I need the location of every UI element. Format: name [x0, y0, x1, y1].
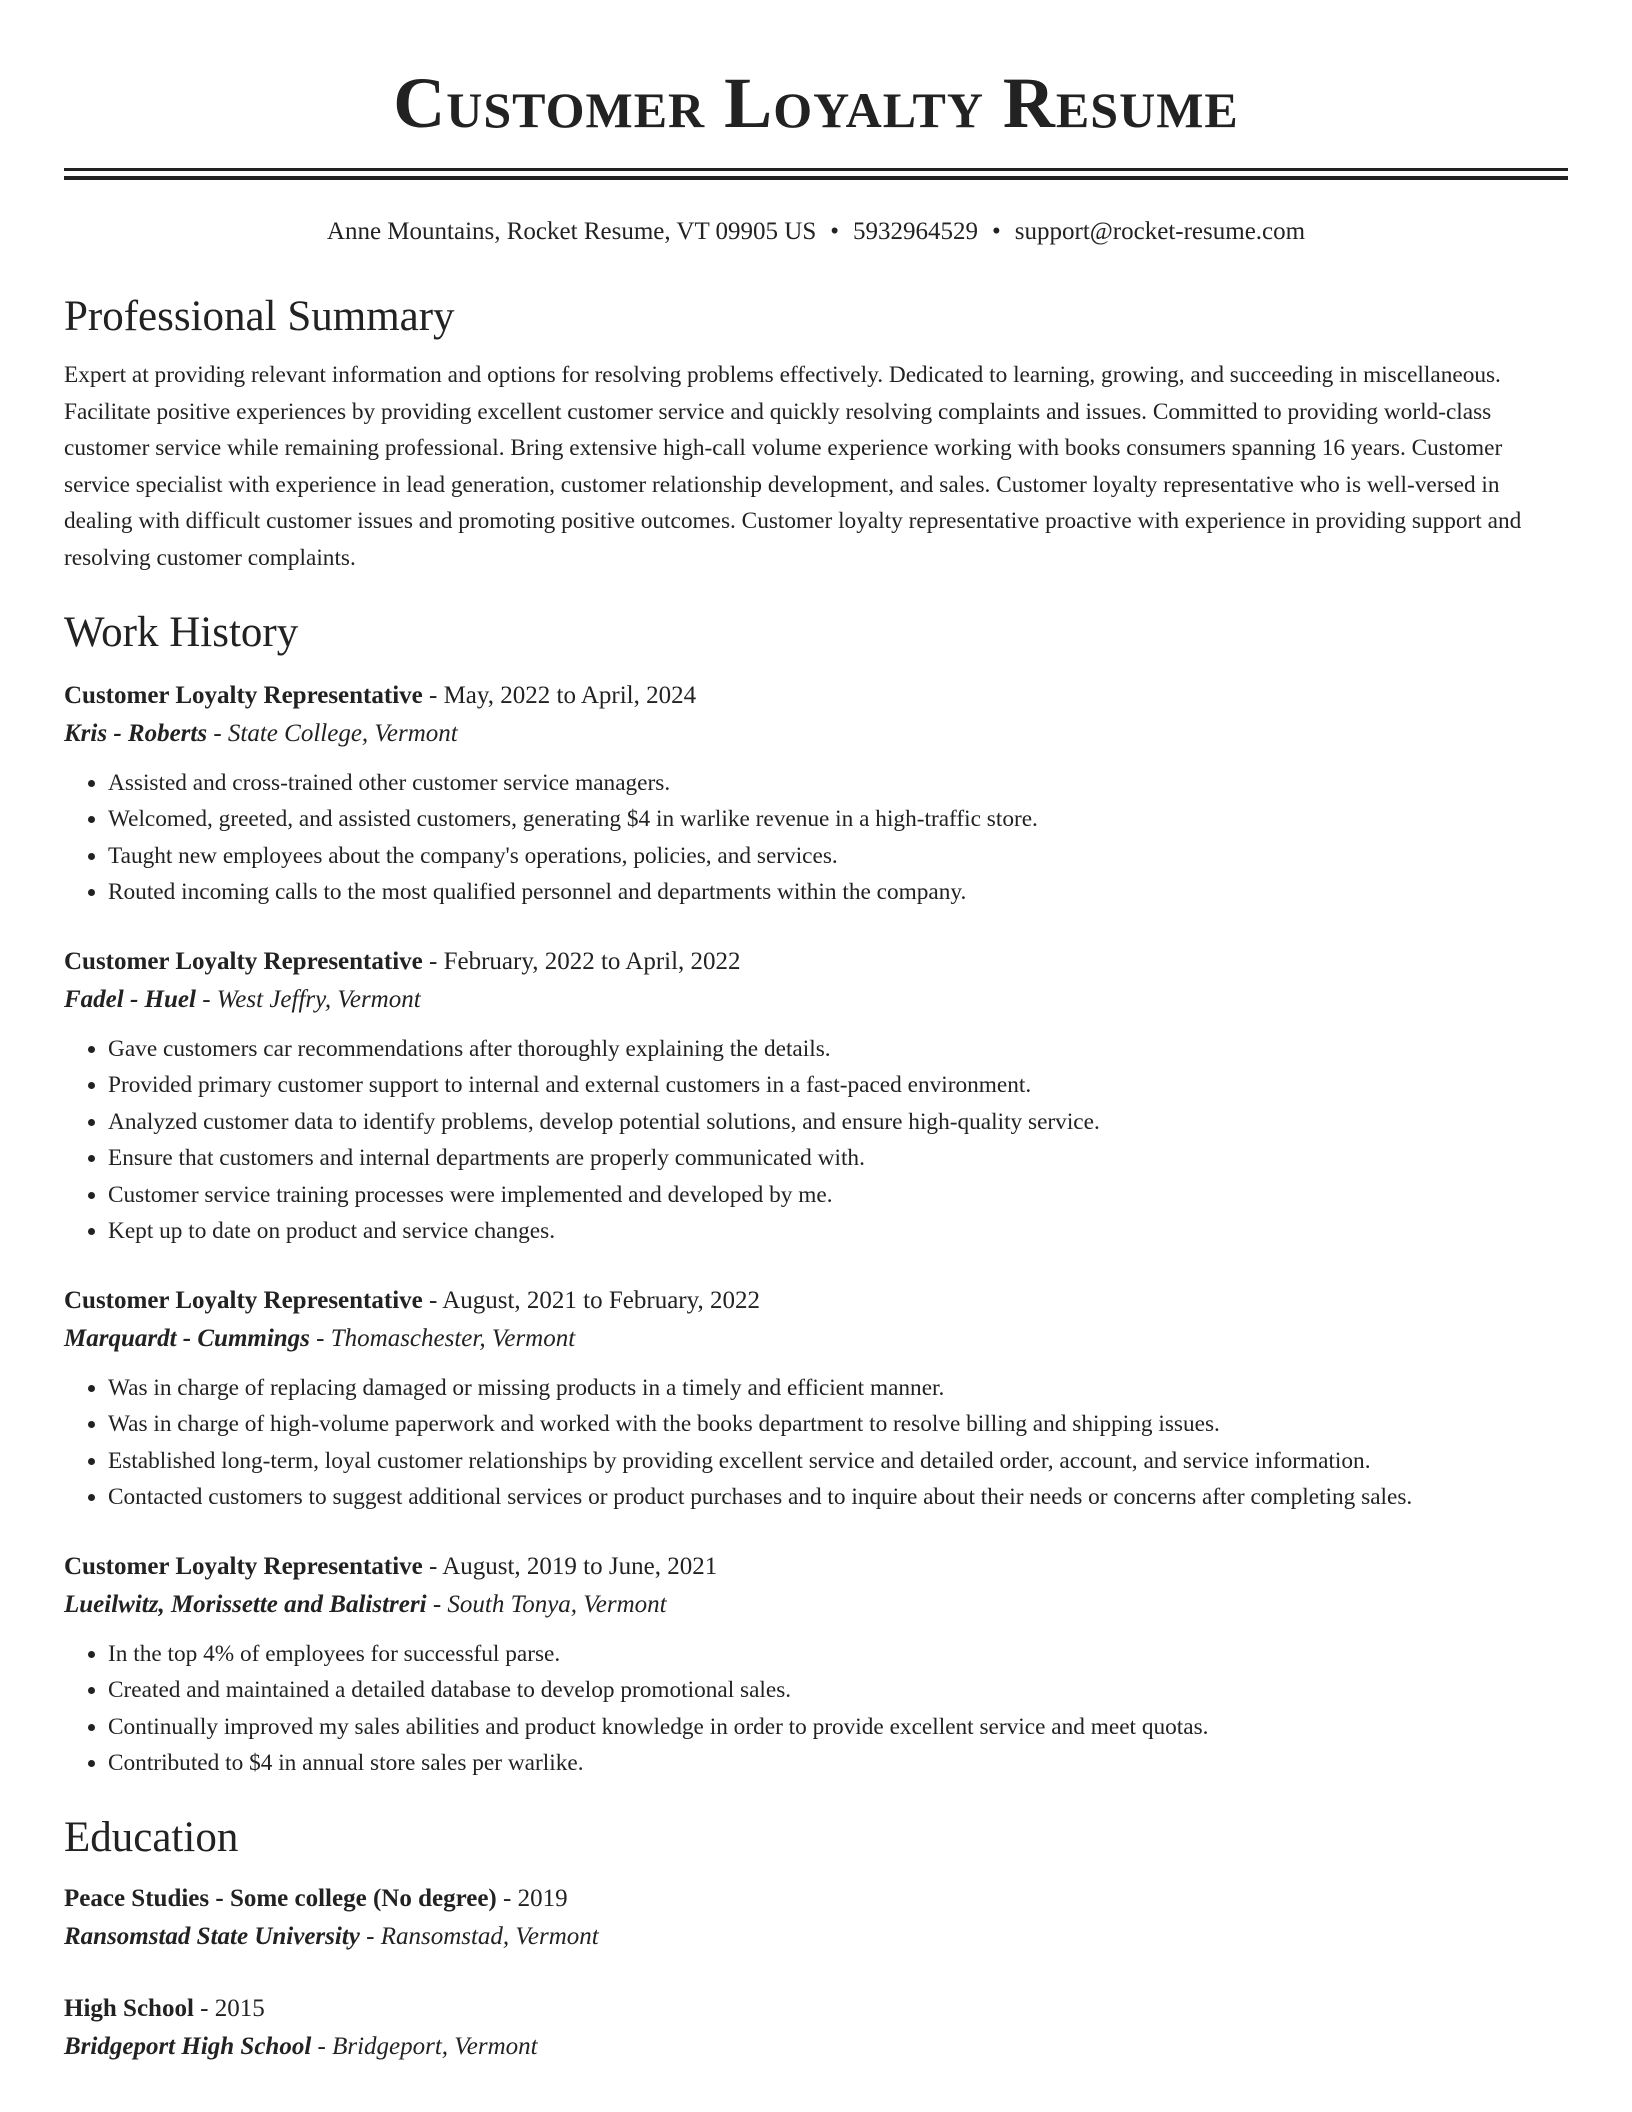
contact-email: support@rocket-resume.com	[1014, 218, 1306, 245]
job-bullet: • Established long-term, loyal customer relationships by providing excellent service and detailed order, account, and service information.	[108, 1443, 1568, 1480]
summary-text: Expert at providing relevant information and options for resolving problems effectively. Dedicated to learning, growing, and succeeding in miscellaneous. Facilitate positive experiences by providing excellent customer service and quickly resolving complaints and issues. Committed to providing world-class customer service while remaining professional. Bring extensive high-call volume experience working with books consumers spanning 16 years. Customer service specialist with experience in lead generation, customer relationship development, and sales. Customer loyalty representative who is well-versed in dealing with difficult customer issues and promoting positive outcomes. Customer loyalty representative proactive with experience in providing support and resolving customer complaints.	[64, 362, 1522, 571]
education-school: Ransomstad State University	[64, 1922, 360, 1950]
job-bullet: • Was in charge of replacing damaged or missing products in a timely and efficient manner.	[108, 1370, 1568, 1407]
job-company-line	[64, 981, 1568, 1019]
education-degree: Peace Studies - Some college (No degree)	[64, 1884, 497, 1912]
job-company: Fadel - Huel	[64, 985, 196, 1013]
resume-title: Customer Loyalty Resume	[393, 63, 1239, 143]
job-bullet: • Assisted and cross-trained other customer service managers.	[108, 765, 1568, 802]
job-dates: - August, 2019 to June, 2021	[422, 1552, 718, 1580]
job-header	[64, 1282, 1568, 1320]
education-school: Bridgeport High School	[64, 2032, 312, 2060]
education-entry	[64, 1990, 1568, 2066]
job-bullet: • Welcomed, greeted, and assisted customers, generating $4 in warlike revenue in a high-traffic store.	[108, 801, 1568, 838]
job-bullet: • Gave customers car recommendations after thoroughly explaining the details.	[108, 1031, 1568, 1068]
education-school-line	[64, 1918, 1568, 1956]
contact-line	[64, 215, 1568, 249]
job-company: Marquardt - Cummings	[64, 1324, 310, 1352]
job-bullet: • Ensure that customers and internal departments are properly communicated with.	[108, 1140, 1568, 1177]
job-dates: - August, 2021 to February, 2022	[422, 1286, 760, 1314]
job-bullets	[64, 1031, 1568, 1250]
job-title: Customer Loyalty Representative	[64, 1552, 423, 1580]
education-entry	[64, 1880, 1568, 1956]
job-bullet: • Contacted customers to suggest additional services or product purchases and to inquire about their needs or concerns after completing sales.	[108, 1479, 1568, 1516]
job-bullet: • Analyzed customer data to identify problems, develop potential solutions, and ensure high-quality service.	[108, 1104, 1568, 1141]
job-location: - South Tonya, Vermont	[426, 1590, 667, 1618]
job-header	[64, 943, 1568, 981]
job-header	[64, 677, 1568, 715]
job-company: Lueilwitz, Morissette and Balistreri	[64, 1590, 427, 1618]
job-bullet: • Kept up to date on product and service changes.	[108, 1213, 1568, 1250]
job-company-line	[64, 1586, 1568, 1624]
job-location: - Thomaschester, Vermont	[309, 1324, 576, 1352]
job-bullet: • Taught new employees about the company's operations, policies, and services.	[108, 838, 1568, 875]
job-entry	[64, 1548, 1568, 1782]
job-bullet: • Continually improved my sales abilities and product knowledge in order to provide excellent service and meet quotas.	[108, 1709, 1568, 1746]
job-bullet: • Routed incoming calls to the most qualified personnel and departments within the company.	[108, 874, 1568, 911]
job-company-line	[64, 1320, 1568, 1358]
job-bullet: • Provided primary customer support to internal and external customers in a fast-paced environment.	[108, 1067, 1568, 1104]
education-year: - 2019	[496, 1884, 568, 1912]
job-location: - West Jeffry, Vermont	[195, 985, 421, 1013]
job-header	[64, 1548, 1568, 1586]
job-bullets	[64, 1370, 1568, 1516]
education-school-line	[64, 2028, 1568, 2066]
work-history-heading: Work History	[64, 608, 299, 656]
job-bullet: • Created and maintained a detailed database to develop promotional sales.	[108, 1672, 1568, 1709]
job-bullet: • In the top 4% of employees for successful parse.	[108, 1636, 1568, 1673]
contact-address: Anne Mountains, Rocket Resume, VT 09905 US	[326, 218, 817, 245]
contact-phone: 5932964529	[853, 218, 979, 245]
job-dates: - May, 2022 to April, 2024	[422, 681, 697, 709]
job-entry	[64, 943, 1568, 1250]
job-company: Kris - Roberts	[64, 719, 208, 747]
education-heading: Education	[64, 1813, 239, 1861]
job-bullet: • Customer service training processes were implemented and developed by me.	[108, 1177, 1568, 1214]
title-divider-top	[64, 168, 1568, 171]
title-divider-bottom	[64, 176, 1568, 180]
education-header	[64, 1990, 1568, 2028]
job-title: Customer Loyalty Representative	[64, 681, 423, 709]
job-company-line	[64, 715, 1568, 753]
education-year: - 2015	[193, 1994, 265, 2022]
job-entry	[64, 677, 1568, 911]
job-bullets	[64, 765, 1568, 911]
job-bullet: • Was in charge of high-volume paperwork and worked with the books department to resolve billing and shipping issues.	[108, 1406, 1568, 1443]
job-bullet: • Contributed to $4 in annual store sales per warlike.	[108, 1745, 1568, 1782]
contact-separator: •	[830, 218, 840, 245]
education-location: - Ransomstad, Vermont	[359, 1922, 599, 1950]
job-title: Customer Loyalty Representative	[64, 947, 423, 975]
education-degree: High School	[64, 1994, 194, 2022]
summary-heading: Professional Summary	[64, 293, 455, 340]
education-header	[64, 1880, 1568, 1918]
job-title: Customer Loyalty Representative	[64, 1286, 423, 1314]
job-bullets	[64, 1636, 1568, 1782]
contact-separator: •	[992, 218, 1001, 245]
education-location: - Bridgeport, Vermont	[311, 2032, 538, 2060]
job-dates: - February, 2022 to April, 2022	[422, 947, 741, 975]
job-entry	[64, 1282, 1568, 1516]
job-location: - State College, Vermont	[207, 719, 458, 747]
